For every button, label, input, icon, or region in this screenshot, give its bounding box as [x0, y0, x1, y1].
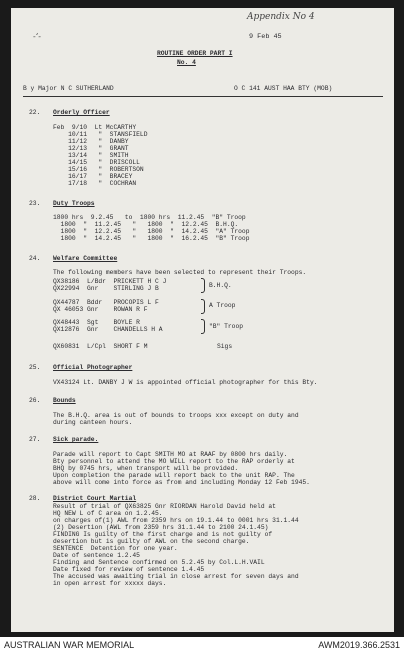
list-item: 1800 hrs 9.2.45 to 1800 hrs 11.2.45 "B" Troop: [53, 214, 246, 221]
document-title: ROUTINE ORDER PART I: [157, 50, 233, 57]
document-date: 9 Feb 45: [249, 33, 282, 41]
paragraph-line: Result of trial of QX63825 Gnr RIORDAN Harold David held at: [53, 503, 276, 510]
paragraph-line: desertion but is guilty of AWL on the second charge.: [53, 538, 250, 545]
list-item: 10/11 " STANSFIELD: [53, 131, 148, 138]
section-28-number: 28.: [29, 495, 41, 502]
byline-left: B y Major N C SUTHERLAND: [23, 85, 114, 92]
list-item: QX12876 Gnr CHANDELLS H A: [53, 326, 163, 333]
handwritten-mark: -‘-: [33, 32, 41, 41]
group-brace: [201, 278, 205, 293]
paragraph-line: HQ NEW L of C area on 1.2.45.: [53, 510, 163, 517]
paragraph-line: Parade will report to Capt SMITH MO at RAAF by 0800 hrs daily.: [53, 451, 288, 458]
section-27-number: 27.: [29, 436, 41, 443]
document-number: No. 4: [177, 59, 196, 66]
section-22-number: 22.: [29, 109, 41, 116]
list-item: QX38186 L/Bdr PRICKETT H C J: [53, 278, 167, 285]
section-25-heading: Official Photographer: [53, 364, 133, 371]
group-label-sigs: Sigs: [217, 343, 233, 350]
list-item: QX44787 Bddr PROCOPIS L F: [53, 299, 159, 306]
list-item: QX 46053 Gnr ROWAN R F: [53, 306, 148, 313]
paragraph-line: Bty personnel to attend the MO WILL report to the RAP orderly at: [53, 458, 295, 465]
section-22-heading: Orderly Officer: [53, 109, 110, 116]
list-item: 11/12 " DANBY: [53, 138, 129, 145]
section-24-heading: Welfare Committee: [53, 255, 118, 262]
list-item: 17/18 " COCHRAN: [53, 180, 137, 187]
section-25-text: VX43124 Lt. DANBY J W is appointed official photographer for this Bty.: [53, 379, 318, 386]
list-item: 15/16 " ROBERTSON: [53, 166, 144, 173]
paragraph-line: BHQ by 0745 hrs, when transport will be provided.: [53, 465, 239, 472]
group-label-b-troop: "B" Troop: [209, 323, 244, 330]
list-item: 1800 " 12.2.45 " 1800 " 14.2.45 "A" Troop: [53, 228, 250, 235]
section-26-heading: Bounds: [53, 397, 76, 404]
group-label-a-troop: A Troop: [209, 302, 236, 309]
paragraph-line: Finding and Sentence confirmed on 5.2.45 by Col.L.H.VAIL: [53, 559, 265, 566]
paragraph-line: Date of sentence 1.2.45: [53, 552, 140, 559]
header-divider: [23, 96, 383, 97]
archive-footer: [0, 637, 404, 653]
section-24-intro: The following members have been selected to represent their Troops.: [53, 269, 307, 276]
footer-institution: AUSTRALIAN WAR MEMORIAL: [4, 640, 135, 650]
section-24-number: 24.: [29, 255, 41, 262]
byline-right: O C 141 AUST HAA BTY (MOB): [234, 85, 333, 92]
list-item: 14/15 " DRISCOLL: [53, 159, 140, 166]
paragraph-line: during canteen hours.: [53, 419, 133, 426]
list-item: Feb 9/10 Lt McCARTHY: [53, 124, 137, 131]
group-brace: [201, 299, 205, 314]
list-item: QX48443 Sgt BOYLE R: [53, 319, 140, 326]
paragraph-line: FINDING Is guilty of the first charge and is not guilty of: [53, 531, 273, 538]
section-26-number: 26.: [29, 397, 41, 404]
section-25-number: 25.: [29, 364, 41, 371]
paragraph-line: SENTENCE Detention for one year.: [53, 545, 178, 552]
list-item: 1800 " 11.2.45 " 1800 " 12.2.45 B.H.Q.: [53, 221, 239, 228]
list-item: QX22994 Gnr STIRLING J B: [53, 285, 159, 292]
list-item: 16/17 " BRACEY: [53, 173, 133, 180]
list-item: 1800 " 14.2.45 " 1800 " 16.2.45 "B" Troop: [53, 235, 250, 242]
paragraph-line: The accused was awaiting trial in close arrest for seven days and: [53, 573, 299, 580]
paragraph-line: on charges of(1) AWL from 2359 hrs on 19.1.44 to 0001 hrs 31.1.44: [53, 517, 299, 524]
list-item: QX60831 L/Cpl SHORT F M: [53, 343, 148, 350]
paragraph-line: in open arrest for xxxxx days.: [53, 580, 167, 587]
section-28-heading: District Court Martial: [53, 495, 137, 502]
list-item: 13/14 " SMITH: [53, 152, 129, 159]
document-page: [11, 8, 394, 632]
section-27-heading: Sick parade.: [53, 436, 99, 443]
paragraph-line: Date fixed for review of sentence 1.4.45: [53, 566, 205, 573]
footer-accession-number: AWM2019.366.2531: [318, 640, 400, 650]
paragraph-line: Upon completion the parade will report back to the unit RAP. The: [53, 472, 295, 479]
list-item: 12/13 " GRANT: [53, 145, 129, 152]
section-23-heading: Duty Troops: [53, 200, 95, 207]
group-label-bhq: B.H.Q.: [209, 282, 232, 289]
handwritten-annotation: Appendix No 4: [247, 12, 315, 22]
paragraph-line: above will come into force as from and including Monday 12 Feb 1945.: [53, 479, 310, 486]
group-brace: [201, 319, 205, 334]
section-23-number: 23.: [29, 200, 41, 207]
paragraph-line: The B.H.Q. area is out of bounds to troops xxx except on duty and: [53, 412, 299, 419]
paragraph-line: (2) Desertion (AWL from 2359 hrs 31.1.44 to 2100 24.1.45): [53, 524, 269, 531]
